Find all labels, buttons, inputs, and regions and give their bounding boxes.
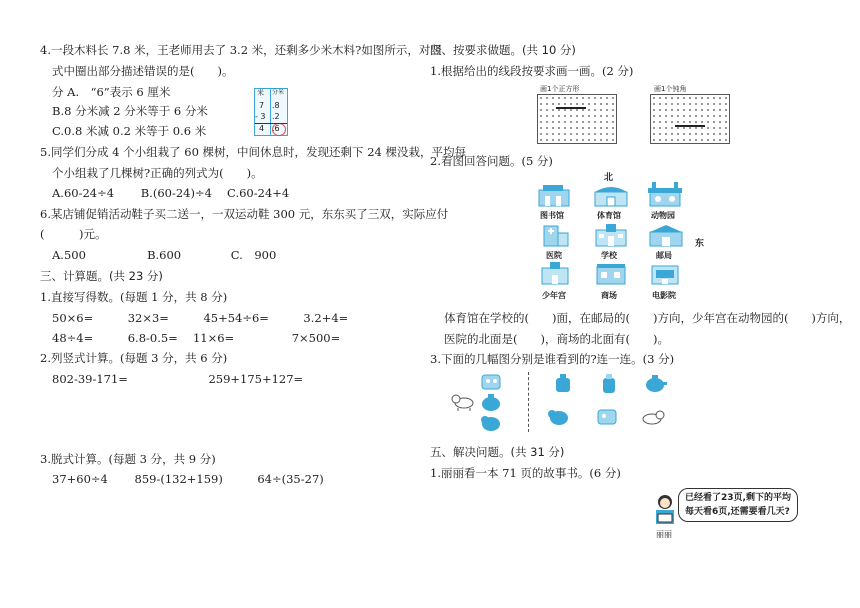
- calc1-row1: 50×6= 32×3= 45+54÷6= 3.2+4=: [52, 311, 349, 325]
- section-3-heading: 三、计算题。(共 23 分): [40, 269, 163, 283]
- calc3-row: 37+60÷4 859-(132+159) 64÷(35-27): [52, 472, 324, 486]
- q4-line2: 式中圈出部分描述错误的是( )。: [52, 64, 234, 78]
- figure-head-decimeter: 分米: [272, 89, 285, 96]
- girl-reading-icon: [650, 493, 680, 527]
- teapot-icon: [478, 392, 504, 414]
- q4-option-a: 分 A. “6”表示 6 厘米: [52, 85, 171, 99]
- building-zoo-icon: [648, 182, 678, 206]
- calc2-title: 2.列竖式计算。(每题 3 分，共 6 分): [40, 351, 228, 365]
- q6-options: A.500 B.600 C. 900: [52, 248, 277, 262]
- girl-name: 丽丽: [656, 530, 672, 539]
- label-youth-palace: 少年宫: [542, 291, 566, 300]
- label-library: 图书馆: [540, 211, 564, 220]
- q5-line2: 个小组栽了几棵树?正确的列式为( )。: [52, 166, 263, 180]
- label-zoo: 动物园: [651, 211, 675, 220]
- q4-option-c: C.0.8 米减 0.2 米等于 0.6 米: [52, 124, 207, 138]
- bubble-line1: 已经看了23页,剩下的平均: [685, 493, 791, 503]
- figure-divider: [270, 89, 271, 135]
- dot-grid-square[interactable]: [537, 94, 617, 144]
- calc3-title: 3.脱式计算。(每题 3 分，共 9 分): [40, 452, 216, 466]
- q5-line1: 5.同学们分成 4 个小组栽了 60 棵树，中间休息时，发现还剩下 24 棵没栽，平均每: [40, 145, 466, 159]
- q6-line1: 6.某店铺促销活动鞋子买二送一，一双运动鞋 300 元，东东买了三双，实际应付: [40, 207, 449, 221]
- q4-line1: 4.一段木料长 7.8 米，王老师用去了 3.2 米，还剩多少米木料?如图所示，对竖: [40, 43, 442, 57]
- calc2-row: 802-39-171= 259+175+127=: [52, 372, 304, 386]
- figure-r1a: 7: [259, 101, 265, 110]
- speech-bubble: [678, 488, 798, 522]
- building-post-office-icon: [649, 224, 679, 248]
- section-4-heading: 四、按要求做题。(共 10 分): [430, 43, 576, 57]
- views-title: 3.下面的几幅图分别是谁看到的?连一连。(3 分): [430, 352, 675, 366]
- figure-r2a: - 3: [255, 112, 266, 121]
- map-title: 2.看图回答问题。(5 分): [430, 154, 553, 168]
- given-segment: [675, 125, 705, 127]
- building-gym-icon: [594, 184, 624, 208]
- figure-head-meter: 米: [257, 89, 264, 97]
- building-hospital-icon: [540, 224, 570, 248]
- building-library-icon: [537, 184, 567, 208]
- map-answer-line1: 体育馆在学校的( )面，在邮局的( )方向，少年宫在动物园的( )方向，: [444, 311, 851, 325]
- view-b-bottom-icon: [594, 406, 620, 428]
- view-c-bottom-icon: [640, 406, 666, 428]
- section-5-heading: 五、解决问题。(共 31 分): [430, 445, 565, 459]
- view-a-top-icon: [550, 373, 576, 395]
- label-post-office: 邮局: [656, 251, 672, 260]
- problem1-title: 1.丽丽看一本 71 页的故事书。(6 分): [430, 466, 621, 480]
- east-label: 东: [695, 239, 705, 249]
- cat-observer-icon: [450, 390, 476, 412]
- view-a-bottom-icon: [546, 406, 572, 428]
- building-youth-palace-icon: [540, 262, 570, 286]
- label-gym: 体育馆: [597, 211, 621, 220]
- toy-blocks-icon: [478, 371, 504, 393]
- view-c-top-icon: [642, 373, 668, 395]
- grid1-label: 画1个正方形: [540, 85, 580, 93]
- bubble-line2: 每天看6页,还需要看几天?: [685, 507, 790, 517]
- map-answer-line2: 医院的北面是( )，商场的北面有( )。: [444, 332, 669, 346]
- building-mall-icon: [596, 262, 626, 286]
- view-separator: [528, 372, 530, 432]
- label-mall: 商场: [601, 291, 617, 300]
- vertical-subtraction-figure: [254, 88, 288, 136]
- building-cinema-icon: [650, 262, 680, 286]
- label-hospital: 医院: [546, 251, 562, 260]
- dot-grid-obtuse[interactable]: [650, 94, 730, 144]
- draw-title: 1.根据给出的线段按要求画一画。(2 分): [430, 64, 634, 78]
- label-school: 学校: [601, 251, 617, 260]
- figure-r2b: .2: [272, 112, 280, 121]
- view-b-top-icon: [596, 373, 622, 395]
- calc1-row2: 48÷4= 6.8-0.5= 11×6= 7×500=: [52, 331, 341, 345]
- figure-r1b: .8: [272, 101, 280, 110]
- grid2-label: 画1个钝角: [654, 85, 687, 93]
- q4-option-b: B.8 分米减 2 分米等于 6 分米: [52, 104, 208, 118]
- north-label: 北: [604, 173, 614, 183]
- label-cinema: 电影院: [652, 291, 676, 300]
- calc1-title: 1.直接写得数。(每题 1 分，共 8 分): [40, 290, 228, 304]
- dog-observer-icon: [478, 412, 504, 434]
- q5-options: A.60-24÷4 B.(60-24)÷4 C.60-24+4: [52, 186, 290, 200]
- building-school-icon: [594, 222, 624, 246]
- figure-r3a: 4: [259, 124, 265, 133]
- q6-line2: ( )元。: [40, 227, 107, 241]
- figure-r3b: .6: [272, 124, 280, 133]
- given-segment: [556, 107, 586, 109]
